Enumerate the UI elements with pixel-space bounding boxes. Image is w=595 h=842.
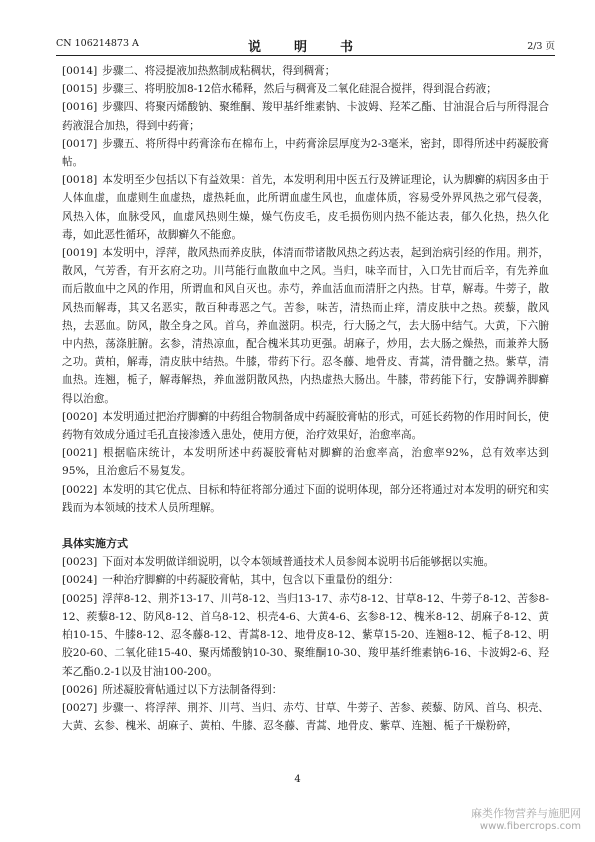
paragraph-text: 本发明中，浮萍，散风热而养皮肤，体清而带诸散风热之药达表，起到治病引经的作用。荆芥，散风，气芳香，有开玄府之功。川芎能行血散血中之风。当归，味辛而甘，入口先甘而后辛，有先养血而后散血中之风的作用，所谓血和风自灭也。赤芍，养血活血而清肝之内热。甘草，解毒。牛蒡子，散风热而解毒，其又名恶实，散百种毒恶之气。苦参，味苦，清热而止痒，清皮肤中之热。蒺藜，散风热，去恶血。防风，散全身之风。首乌，养血滋阴。枳壳，行大肠之气，去大肠中结气。大黄，下六腑中内热，荡涤脏腑。玄参，清热凉血，配合槐米其功更强。胡麻子，炒用，去大肠之燥热，而兼养大肠之功。黄柏，解毒，清皮肤中结热。牛膝，带药下行。忍冬藤、地骨皮、青蒿，清骨髓之热。紫草，清血热。连翘，栀子，解毒解热，养血滋阴散风热，内热虚热大肠出。牛膝，带药能下行，安静调养脚癣得以治愈。: [62, 247, 549, 405]
paragraph-number: [0026]: [62, 683, 98, 696]
paragraph-text: 步骤三、将明胶加8-12倍水稀释，然后与稠膏及二氧化硅混合搅拌，得到混合药液；: [102, 83, 497, 96]
paragraph-number: [0027]: [62, 701, 98, 714]
watermark-site-name: 麻类作物营养与施肥网: [471, 807, 581, 820]
paragraph-text: 所述凝胶膏帖通过以下方法制备得到：: [102, 683, 283, 696]
paragraph-text: 本发明至少包括以下有益效果：首先，本发明利用中医五行及辨证理论，认为脚癣的病因多由于人体血虚，血虚则生血虚热，虚热耗血，此所谓血虚生风也，血虚体质，容易受外界风热之邪气侵袭，风热入体，血脉受风，血虚风热则生燥，燥气伤皮毛，皮毛损伤则内热不能达表，郁久化热，热久化毒，如此恶性循环，故脚癣久不能愈。: [62, 174, 549, 241]
paragraph-text: 根据临床统计，本发明所述中药凝胶膏帖对脚癣的治愈率高，治愈率92%，总有效率达到95%，且治愈后不易复发。: [62, 447, 549, 478]
patent-number: CN 106214873 A: [56, 38, 139, 49]
paragraph-number: [0016]: [62, 101, 98, 114]
watermark: [471, 805, 581, 832]
paragraph-text: 步骤四、将聚丙烯酸钠、聚维酮、羧甲基纤维素钠、卡波姆、羟苯乙酯、甘油混合后与所得混合药液混合加热，得到中药膏；: [62, 101, 549, 132]
page-number: 4: [294, 774, 301, 785]
paragraph-text: 本发明通过把治疗脚癣的中药组合物制备成中药凝胶膏帖的形式，可延长药物的作用时间长，使药物有效成分通过毛孔直接渗透入患处，使用方便，治疗效果好，治愈率高。: [62, 410, 549, 442]
header-rule: [56, 55, 555, 56]
paragraph-0026: [62, 681, 549, 699]
paragraph-number: [0014]: [62, 65, 98, 77]
paragraph-number: [0018]: [62, 174, 98, 187]
paragraph-text: 下面对本发明做详细说明，以令本领域普通技术人员参阅本说明书后能够据以实施。: [102, 556, 495, 569]
page-header: [56, 36, 555, 54]
document-body: [62, 62, 549, 735]
paragraph-text: 步骤五、将所得中药膏涂布在棉布上，中药膏涂层厚度为2-3毫米，密封，即得所述中药凝胶膏帖。: [62, 137, 549, 169]
page-info: 2/3 页: [527, 41, 555, 52]
paragraph-number: [0024]: [62, 574, 98, 587]
paragraph-number: [0017]: [62, 137, 98, 150]
paragraph-0016: [62, 98, 549, 134]
paragraph-0014: [62, 62, 549, 80]
section-spacer: [62, 517, 549, 535]
paragraph-0024: [62, 571, 549, 589]
paragraph-number: [0025]: [62, 592, 98, 605]
paragraph-number: [0023]: [62, 556, 98, 569]
paragraph-number: [0015]: [62, 83, 98, 96]
paragraph-0018: [62, 171, 549, 244]
paragraph-0021: [62, 444, 549, 480]
paragraph-0025: [62, 590, 549, 681]
paragraph-number: [0022]: [62, 483, 98, 496]
paragraph-0020: [62, 408, 549, 444]
paragraph-text: 浮萍8-12、荆芥13-17、川芎8-12、当归13-17、赤芍8-12、甘草8-12、牛蒡子8-12、苦参8-12、蒺藜8-12、防风8-12、首乌8-12、枳壳4-6、大黄4-6、玄参8-12、槐米8-12、胡麻子8-12、黄柏10-15、牛膝8-12、忍冬藤8-12、青蒿8-12、地骨皮8-12、紫草15-20、连翘8-12、栀子8-12、明胶20-60、二氧化硅15-40、聚丙烯酸钠10-30、聚维酮10-30、羧甲基纤维素钠6-16、卡波姆2-6、羟苯乙酯0.2-1以及甘油100-200。: [62, 592, 549, 678]
paragraph-0022: [62, 481, 549, 517]
paragraph-number: [0019]: [62, 247, 98, 260]
paragraph-number: [0021]: [62, 447, 98, 460]
paragraph-text: 步骤一、将浮萍、荆芥、川芎、当归、赤芍、甘草、牛蒡子、苦参、蒺藜、防风、首乌、枳壳、大黄、玄参、槐米、胡麻子、黄柏、牛膝、忍冬藤、青蒿、地骨皮、紫草、连翘、栀子干燥粉碎，: [62, 701, 549, 733]
paragraph-0015: [62, 80, 549, 98]
watermark-url: www.fibercrops.com: [479, 821, 581, 832]
paragraph-0017: [62, 135, 549, 171]
paragraph-0019: [62, 244, 549, 408]
paragraph-text: 本发明的其它优点、目标和特征将部分通过下面的说明体现，部分还将通过对本发明的研究和实践而为本领域的技术人员所理解。: [62, 483, 549, 514]
paragraph-0023: [62, 553, 549, 571]
paragraph-text: 步骤二、将浸提液加热熬制成粘稠状，得到稠膏；: [102, 65, 336, 77]
paragraph-number: [0020]: [62, 410, 98, 423]
paragraph-0027: [62, 699, 549, 735]
document-title: 说 明 书: [247, 40, 363, 55]
paragraph-text: 一种治疗脚癣的中药凝胶膏帖，其中，包含以下重量份的组分：: [102, 574, 399, 587]
section-heading: 具体实施方式: [62, 537, 128, 551]
